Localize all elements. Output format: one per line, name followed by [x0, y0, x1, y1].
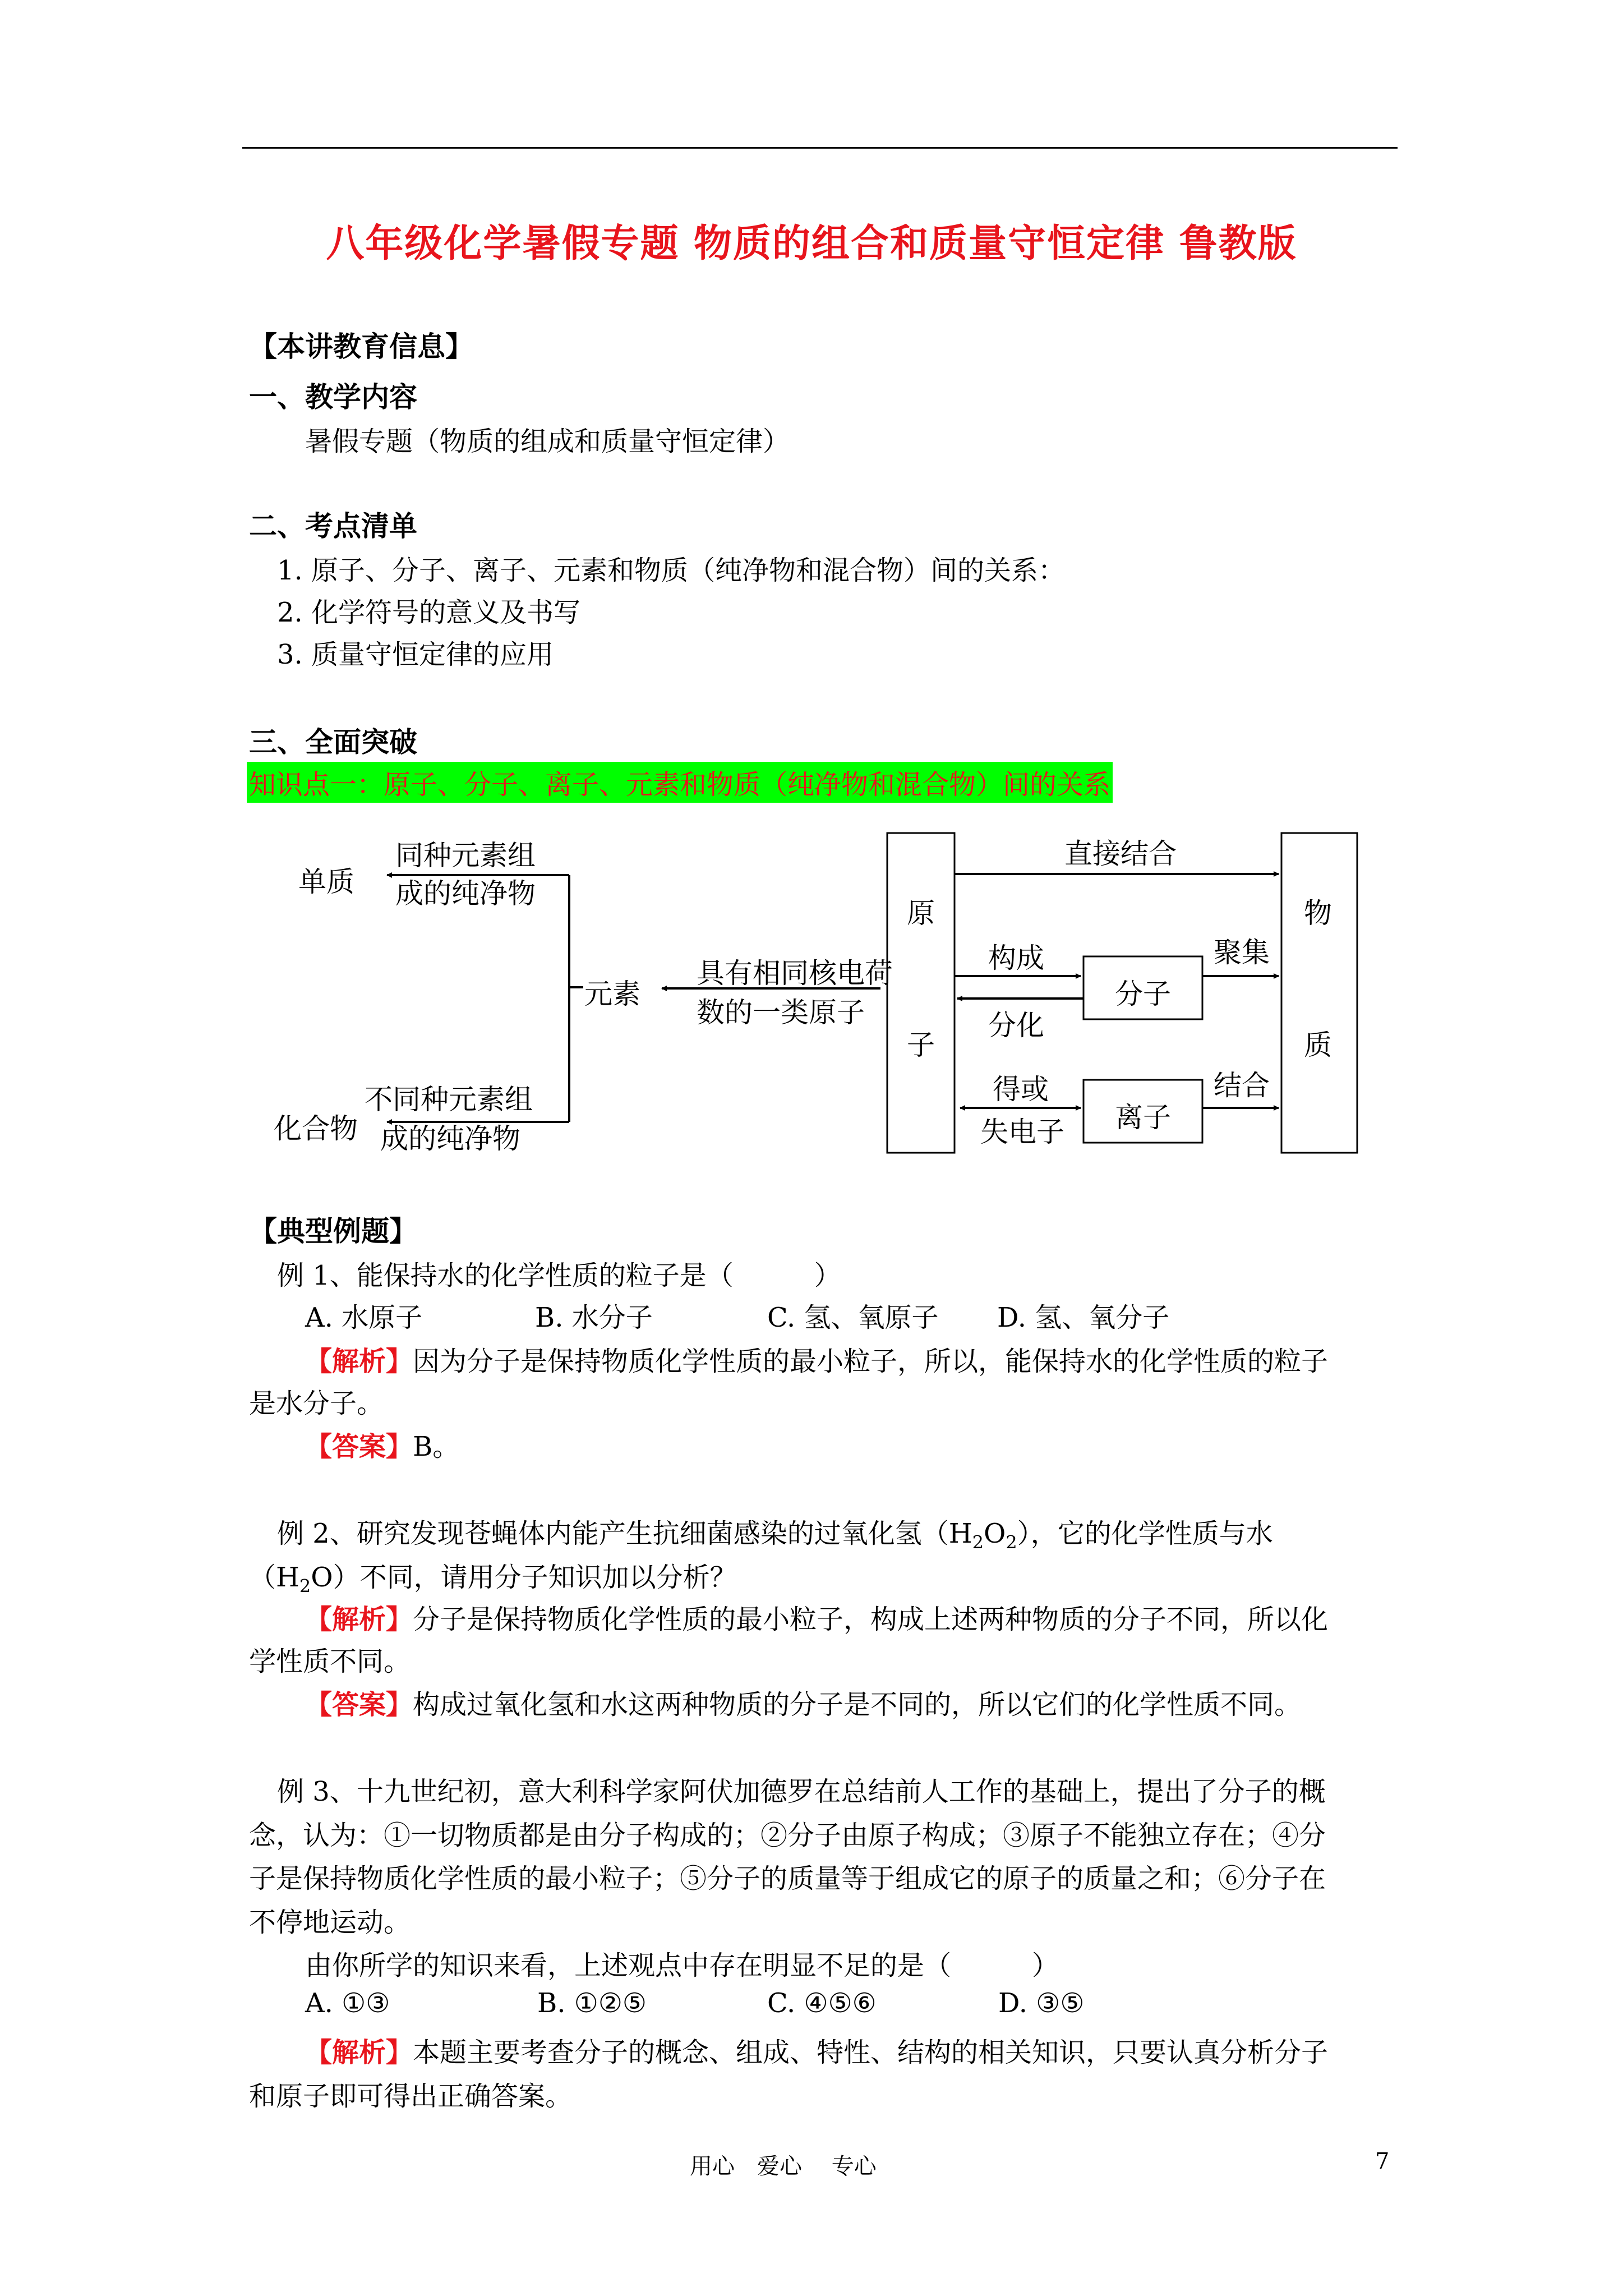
- ex3-text-line2: 念，认为：①一切物质都是由分子构成的；②分子由原子构成；③原子不能独立存在；④分: [249, 1820, 1326, 1851]
- label-huahewu: 化合物: [274, 1112, 358, 1145]
- header-rule: [242, 147, 1398, 149]
- ex2-answer-tag: 【答案】: [305, 1689, 413, 1720]
- label-same-element-1: 同种元素组: [395, 839, 536, 872]
- ex3-option-b: B. ①②⑤: [537, 1987, 647, 2019]
- label-fenhua: 分化: [988, 1009, 1044, 1042]
- label-jiehe: 结合: [1214, 1069, 1270, 1102]
- label-yuansu: 元素: [584, 978, 640, 1010]
- ex2-question-line2: [249, 1556, 737, 1597]
- info-heading: 【本讲教育信息】: [249, 330, 473, 363]
- section2-heading: 二、考点清单: [249, 509, 417, 542]
- ex2-q2-part1: （H: [249, 1562, 299, 1593]
- ex2-question-line1: [277, 1512, 1273, 1553]
- footer-motto: 用心 爱心 专心: [690, 2154, 877, 2179]
- label-juji: 聚集: [1214, 936, 1270, 969]
- label-diff-element-2: 成的纯净物: [380, 1122, 520, 1155]
- ex3-question: 由你所学的知识来看，上述观点中存在明显不足的是（ ）: [305, 1950, 1059, 1981]
- page-number: 7: [1375, 2148, 1390, 2174]
- label-dehuo: 得或: [993, 1073, 1049, 1106]
- checklist-item-1: 1. 原子、分子、离子、元素和物质（纯净物和混合物）间的关系：: [277, 555, 1066, 586]
- label-nuclear-2: 数的一类原子: [697, 996, 865, 1029]
- label-direct-combine: 直接结合: [1064, 838, 1177, 870]
- label-goucheng: 构成: [988, 942, 1044, 974]
- ex1-option-c: C. 氢、氧原子: [767, 1302, 939, 1333]
- ex2-q-part2: ），它的化学性质与水: [1017, 1518, 1273, 1549]
- ex1-analysis-line1: 因为分子是保持物质化学性质的最小粒子，所以，能保持水的化学性质的粒子: [413, 1346, 1329, 1377]
- ex1-answer-text: B。: [413, 1431, 460, 1462]
- label-danzhi: 单质: [298, 866, 354, 898]
- label-lizi: 离子: [1115, 1101, 1171, 1134]
- ex1-analysis-tag: 【解析】: [305, 1346, 413, 1377]
- section1-text: 暑假专题（物质的组成和质量守恒定律）: [305, 426, 790, 457]
- ex1-answer: [305, 1425, 459, 1464]
- knowledge-point-highlight: 知识点一：原子、分子、离子、元素和物质（纯净物和混合物）间的关系: [247, 762, 1113, 803]
- ex2-q2-part2: O）不同，请用分子知识加以分析？: [311, 1562, 737, 1593]
- label-nuclear-1: 具有相同核电荷: [697, 957, 893, 990]
- label-matter-1: 物: [1304, 897, 1332, 930]
- label-fenzi: 分子: [1115, 978, 1171, 1010]
- ex2-analysis-line2: 学性质不同。: [249, 1646, 411, 1677]
- label-atom-2: 子: [907, 1029, 935, 1061]
- ex3-analysis-line1: 本题主要考查分子的概念、组成、特性、结构的相关知识，只要认真分析分子: [413, 2037, 1329, 2068]
- label-matter-2: 质: [1304, 1029, 1332, 1061]
- label-shidianzi: 失电子: [980, 1116, 1064, 1148]
- ex3-option-a: A. ①③: [305, 1987, 390, 2019]
- ex3-text-line1: 例 3、十九世纪初，意大利科学家阿伏加德罗在总结前人工作的基础上，提出了分子的概: [277, 1776, 1326, 1807]
- ex2-analysis: [305, 1598, 1328, 1636]
- ex1-option-a: A. 水原子: [305, 1302, 423, 1333]
- page-title: 八年级化学暑假专题 物质的组合和质量守恒定律 鲁教版: [326, 221, 1297, 266]
- ex2-sub-1: 2: [972, 1531, 984, 1553]
- ex2-sub-2: 2: [1006, 1531, 1017, 1553]
- ex3-option-d: D. ③⑤: [998, 1987, 1085, 2019]
- checklist-item-2: 2. 化学符号的意义及书写: [277, 597, 581, 628]
- ex1-option-d: D. 氢、氧分子: [997, 1302, 1170, 1333]
- ex2-q-o: O: [984, 1518, 1006, 1549]
- ex1-question: 例 1、能保持水的化学性质的粒子是（ ）: [277, 1260, 841, 1291]
- ex3-analysis-tag: 【解析】: [305, 2037, 413, 2068]
- ex1-answer-tag: 【答案】: [305, 1431, 413, 1462]
- examples-heading: 【典型例题】: [249, 1214, 417, 1248]
- ex1-analysis-line2: 是水分子。: [249, 1388, 384, 1419]
- relation-diagram: [269, 825, 1368, 1178]
- checklist-item-3: 3. 质量守恒定律的应用: [277, 639, 554, 670]
- ex2-analysis-line1: 分子是保持物质化学性质的最小粒子，构成上述两种物质的分子不同，所以化: [413, 1604, 1329, 1635]
- ex2-answer: [305, 1683, 1301, 1722]
- ex2-q-part1: 例 2、研究发现苍蝇体内能产生抗细菌感染的过氧化氢（H: [277, 1518, 972, 1549]
- label-atom-1: 原: [907, 897, 935, 930]
- ex3-analysis-line2: 和原子即可得出正确答案。: [249, 2081, 573, 2112]
- ex3-text-line4: 不停地运动。: [249, 1907, 411, 1938]
- ex1-analysis: [305, 1340, 1328, 1378]
- label-diff-element-1: 不同种元素组: [365, 1083, 533, 1116]
- ex2-sub-3: 2: [299, 1575, 311, 1597]
- section3-heading: 三、全面突破: [249, 725, 417, 758]
- section1-heading: 一、教学内容: [249, 380, 417, 413]
- ex2-analysis-tag: 【解析】: [305, 1604, 413, 1635]
- ex2-answer-text: 构成过氧化氢和水这两种物质的分子是不同的，所以它们的化学性质不同。: [413, 1689, 1302, 1720]
- label-same-element-2: 成的纯净物: [395, 877, 536, 910]
- ex3-option-c: C. ④⑤⑥: [767, 1987, 877, 2019]
- ex3-analysis: [305, 2031, 1328, 2069]
- ex3-text-line3: 子是保持物质化学性质的最小粒子；⑤分子的质量等于组成它的原子的质量之和；⑥分子在: [249, 1863, 1326, 1894]
- ex1-option-b: B. 水分子: [535, 1302, 653, 1333]
